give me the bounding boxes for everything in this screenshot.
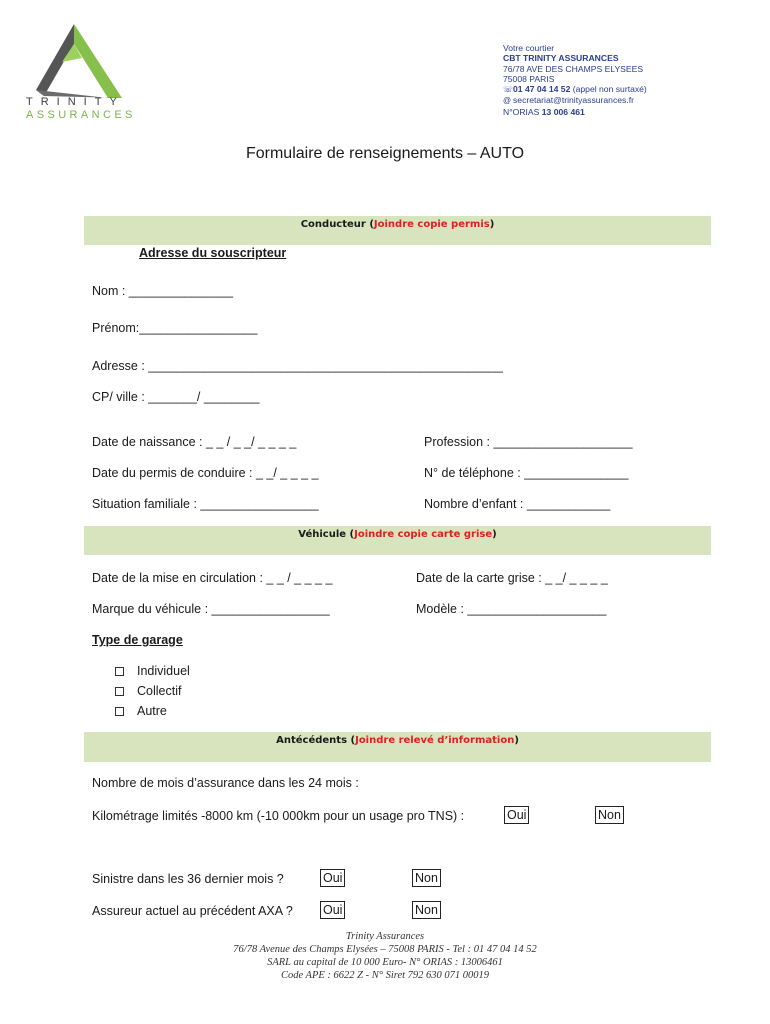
field-date-carte-grise[interactable]: Date de la carte grise : _ _/ _ _ _ _ <box>416 571 608 585</box>
footer-line-1: Trinity Assurances <box>345 931 425 942</box>
broker-orias-number: 13 006 461 <box>541 106 585 117</box>
field-cp-ville[interactable]: CP/ ville : _______/ ________ <box>92 390 260 404</box>
checkbox-icon[interactable] <box>115 667 124 676</box>
page-title: Formulaire de renseignements – AUTO <box>245 145 525 162</box>
section-heading-adresse: Adresse du souscripteur <box>139 246 287 260</box>
field-telephone[interactable]: N° de téléphone : _______________ <box>424 466 629 480</box>
assureur-oui-box[interactable]: Oui <box>320 901 345 919</box>
field-marque[interactable]: Marque du véhicule : _________________ <box>92 602 330 616</box>
field-nom[interactable]: Nom : _______________ <box>92 284 234 298</box>
field-date-mise-circulation[interactable]: Date de la mise en circulation : _ _ / _ _ _ _ <box>92 571 333 585</box>
broker-orias-label: N°ORIAS <box>503 106 540 117</box>
footer-line-3: SARL au capital de 10 000 Euro- N° ORIAS : 13006461 <box>267 957 503 968</box>
broker-info <box>503 43 647 117</box>
field-mois-assurance[interactable]: Nombre de mois d’assurance dans les 24 mois : <box>92 776 359 790</box>
phone-icon: ☏ <box>503 85 514 95</box>
section-heading-garage: Type de garage <box>92 633 183 647</box>
at-icon: @ <box>503 96 512 106</box>
kilometrage-non-box[interactable]: Non <box>595 806 624 824</box>
logo-text-trinity: TRINITY <box>26 96 125 108</box>
assureur-non-box[interactable]: Non <box>412 901 441 919</box>
broker-phone-note: (appel non surtaxé) <box>572 84 647 95</box>
sinistre-oui-box[interactable]: Oui <box>320 869 345 887</box>
field-modele[interactable]: Modèle : ____________________ <box>416 602 607 616</box>
footer-line-2: 76/78 Avenue des Champs Elysées – 75008 PARIS - Tel : 01 47 04 14 52 <box>233 944 537 955</box>
kilometrage-oui-box[interactable]: Oui <box>504 806 529 824</box>
label-sinistre: Sinistre dans les 36 dernier mois ? <box>92 872 284 886</box>
garage-option-autre[interactable]: Autre <box>115 704 167 718</box>
broker-address-2: 75008 PARIS <box>503 73 555 84</box>
garage-option-collectif[interactable]: Collectif <box>115 684 181 698</box>
field-adresse[interactable]: Adresse : ___________________________________________________ <box>92 359 503 373</box>
checkbox-icon[interactable] <box>115 707 124 716</box>
field-prenom[interactable]: Prénom:_________________ <box>92 321 258 335</box>
logo-text-assurances: ASSURANCES <box>26 109 136 121</box>
broker-name: CBT TRINITY ASSURANCES <box>503 53 619 64</box>
broker-address-1: 76/78 AVE DES CHAMPS ELYSEES <box>503 63 644 74</box>
field-situation-familiale[interactable]: Situation familiale : _________________ <box>92 497 319 511</box>
section-band-conducteur: Conducteur (Joindre copie permis) <box>84 216 711 245</box>
section-band-antecedents: Antécédents (Joindre relevé d’information) <box>84 732 711 762</box>
broker-phone: 01 47 04 14 52 <box>513 84 571 95</box>
broker-label: Votre courtier <box>503 43 555 53</box>
garage-option-individuel[interactable]: Individuel <box>115 664 190 678</box>
field-profession[interactable]: Profession : ____________________ <box>424 435 633 449</box>
sinistre-non-box[interactable]: Non <box>412 869 441 887</box>
page-footer <box>0 930 770 982</box>
label-assureur-axa: Assureur actuel au précédent AXA ? <box>92 904 293 918</box>
field-date-permis[interactable]: Date du permis de conduire : _ _/ _ _ _ _ <box>92 466 319 480</box>
field-date-naissance[interactable]: Date de naissance : _ _ / _ _/ _ _ _ _ <box>92 435 297 449</box>
label-kilometrage: Kilométrage limités -8000 km (-10 000km pour un usage pro TNS) : <box>92 809 465 823</box>
section-band-vehicule: Véhicule (Joindre copie carte grise) <box>84 526 711 555</box>
broker-email[interactable]: secretariat@trinityassurances.fr <box>513 95 634 106</box>
footer-line-4: Code APE : 6622 Z - N° Siret 792 630 071 00019 <box>280 970 490 981</box>
field-nombre-enfant[interactable]: Nombre d’enfant : ____________ <box>424 497 611 511</box>
checkbox-icon[interactable] <box>115 687 124 696</box>
